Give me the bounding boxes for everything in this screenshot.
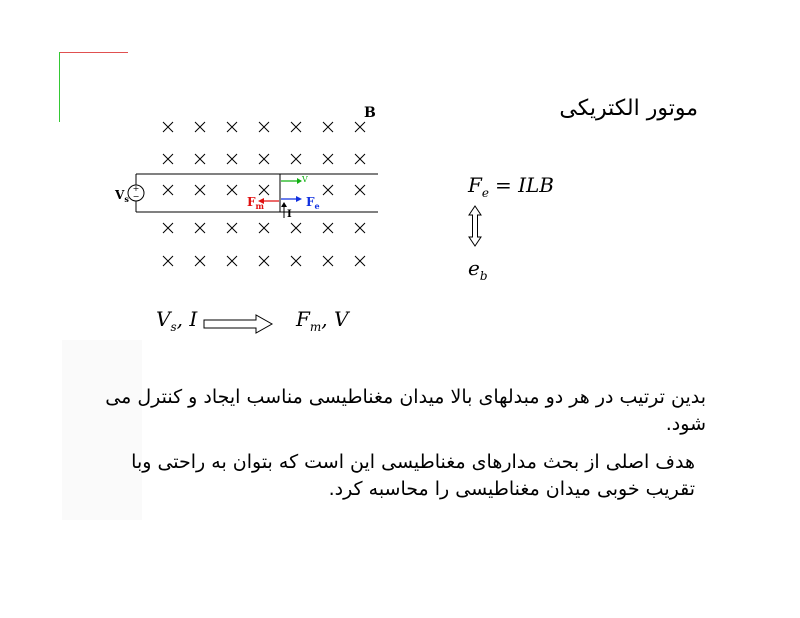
- field-cross-icon: [323, 154, 333, 164]
- field-cross-icon: [355, 122, 365, 132]
- field-cross-icon: [227, 223, 237, 233]
- source-label: $V_s$: [115, 188, 129, 204]
- field-cross-icon: [259, 185, 269, 195]
- double-arrow-icon: [469, 206, 481, 246]
- field-cross-icon: [227, 122, 237, 132]
- field-cross-icon: [355, 154, 365, 164]
- field-cross-icon: [195, 223, 205, 233]
- conversion-arrow-icon: [204, 315, 272, 333]
- field-cross-icon: [163, 154, 173, 164]
- magnetic-field-crosses: [163, 122, 365, 266]
- field-cross-icon: [323, 256, 333, 266]
- field-cross-icon: [323, 122, 333, 132]
- paragraph-transducers: بدین ترتیب در هر دو مبدلهای بالا میدان مغناطیسی مناسب ایجاد و کنترل می شود.: [105, 386, 706, 435]
- field-cross-icon: [163, 185, 173, 195]
- slide-title: موتور الکتریکی: [559, 96, 698, 121]
- field-cross-icon: [259, 154, 269, 164]
- field-cross-icon: [323, 223, 333, 233]
- input-quantities: $V_s$, I: [156, 307, 198, 334]
- field-label: B: [364, 105, 376, 121]
- field-cross-icon: [259, 223, 269, 233]
- field-cross-icon: [195, 154, 205, 164]
- field-cross-icon: [355, 185, 365, 195]
- output-quantities: $F_m$, V: [296, 307, 349, 334]
- field-cross-icon: [163, 223, 173, 233]
- field-cross-icon: [323, 185, 333, 195]
- paragraph-magnetic-circuits: هدف اصلی از بحث مدارهای مغناطیسی این است که بتوان به راحتی وبا تقریب خوبی میدان مغناطیسی را محاسبه کرد.: [131, 451, 695, 500]
- equation-back-emf: $e_b$: [468, 256, 488, 283]
- field-cross-icon: [163, 122, 173, 132]
- field-cross-icon: [259, 256, 269, 266]
- field-cross-icon: [291, 154, 301, 164]
- plus-sign-icon: +: [132, 184, 140, 193]
- force-m-label: $F_m$: [247, 195, 264, 211]
- field-cross-icon: [227, 256, 237, 266]
- minus-sign-icon: −: [132, 192, 140, 201]
- force-e-arrowhead-icon: [296, 196, 302, 202]
- field-cross-icon: [259, 122, 269, 132]
- field-cross-icon: [355, 256, 365, 266]
- field-cross-icon: [227, 185, 237, 195]
- velocity-label: V: [302, 175, 308, 184]
- field-cross-icon: [195, 256, 205, 266]
- field-cross-icon: [291, 223, 301, 233]
- field-cross-icon: [355, 223, 365, 233]
- field-cross-icon: [291, 122, 301, 132]
- field-cross-icon: [195, 122, 205, 132]
- force-e-label: $F_e$: [306, 195, 320, 211]
- field-cross-icon: [163, 256, 173, 266]
- current-label: I: [287, 209, 292, 220]
- field-cross-icon: [227, 154, 237, 164]
- equation-force: $F_e$ = ILB: [468, 173, 554, 200]
- field-cross-icon: [195, 185, 205, 195]
- field-cross-icon: [291, 256, 301, 266]
- current-arrowhead-icon: [281, 202, 287, 207]
